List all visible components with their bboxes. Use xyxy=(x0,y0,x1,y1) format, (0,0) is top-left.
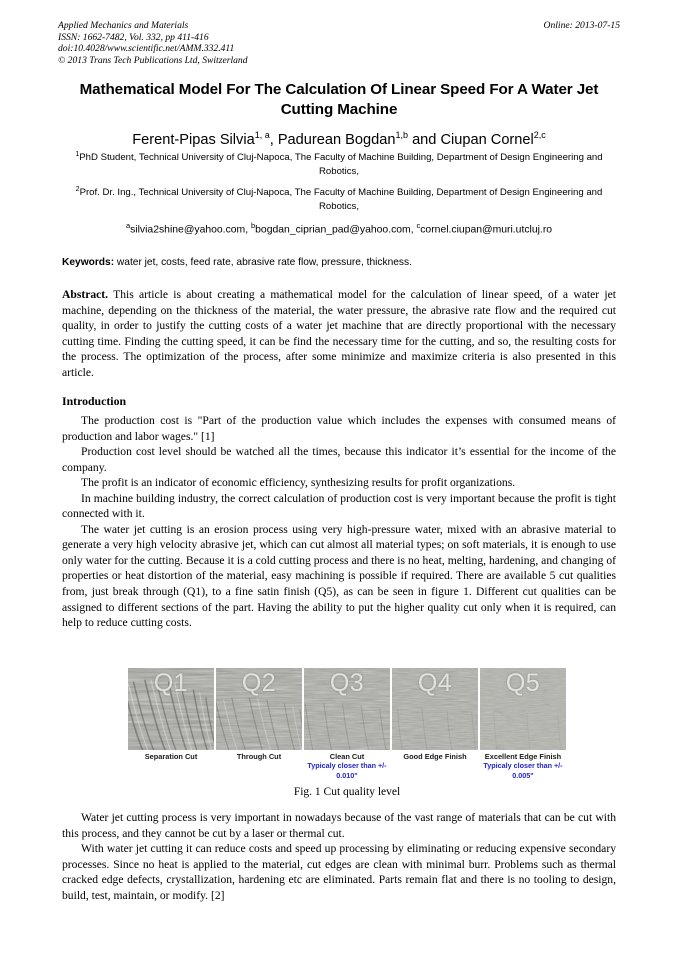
keywords-text: water jet, costs, feed rate, abrasive rate flow, pressure, thickness. xyxy=(114,257,412,268)
figure-caption: Fig. 1 Cut quality level xyxy=(293,785,401,798)
email-a-sup: a xyxy=(125,221,131,230)
affiliation-2 xyxy=(62,183,616,213)
paragraph: The water jet cutting is an erosion process using very high-pressure water, mixed with an abrasive material to generate a very high velocity abrasive jet, which can cut almost all material types; on soft materials, it is enough to use only water for the cutting. Because it is a cold cutting process and there is no heat, melting, hardening, and changing of properties or heat distortion of the material, easy machining is possible if required. There are available 5 cut qualities from, just break through (Q1), to a fine satin finish (Q5), as can be seen in figure 1. Different cut qualities can be assigned to different sections of the part. Having the ability to put the higher quality cut only when it is required, can help to reduce cutting costs. xyxy=(62,522,616,630)
email-b-sup: b xyxy=(250,221,256,230)
panel-caption-label: Excellent Edge Finish xyxy=(484,752,562,761)
panel-caption xyxy=(480,752,566,780)
affiliation-1 xyxy=(62,148,616,178)
panel-caption xyxy=(304,752,390,780)
figure-panel-captions xyxy=(128,752,566,780)
panel-caption xyxy=(216,752,302,780)
paragraph: With water jet cutting it can reduce costs and speed up processing by eliminating or reducing expensive secondary processes. Since no heat is applied to the material, cut edges are clean with minimal burr. Problems such as thermal cracked edge defects, crystallization, hardening etc are eliminated. Parts remain flat and there is no tooling to design, build, test, maintain, or modify. [2] xyxy=(62,842,616,902)
paragraph: Production cost level should be watched all the times, because this indicator it’s essential for the income of the company. xyxy=(62,445,616,474)
abstract-block xyxy=(62,287,616,381)
affiliation-2-sup: 2 xyxy=(75,186,80,193)
panel-quality-label: Q2 xyxy=(241,669,277,697)
figure-panel-strip xyxy=(128,668,566,750)
email-c[interactable]: cornel.ciupan@muri.utcluj.ro xyxy=(420,224,553,236)
panel-quality-label: Q1 xyxy=(153,669,189,697)
figure-panel xyxy=(216,668,302,750)
email-a[interactable]: silvia2shine@yahoo.com, xyxy=(130,224,251,236)
panel-caption-label: Through Cut xyxy=(236,752,282,761)
author-3: and Ciupan Cornel xyxy=(408,131,534,148)
panel-caption xyxy=(128,752,214,780)
journal-name: Applied Mechanics and Materials xyxy=(58,20,189,31)
journal-header xyxy=(58,20,620,66)
figure-panel xyxy=(392,668,478,750)
panel-caption-tolerance: Typicaly closer than +/- 0.010" xyxy=(307,761,387,780)
section-heading-introduction: Introduction xyxy=(62,394,127,408)
author-emails xyxy=(62,219,616,237)
author-list xyxy=(62,126,616,149)
paragraph: In machine building industry, the correct calculation of production cost is very important because the profit is tight connected with it. xyxy=(62,491,616,521)
author-2: , Padurean Bogdan xyxy=(269,131,396,148)
keywords-line xyxy=(62,256,616,270)
figure-panel xyxy=(480,668,566,750)
journal-doi: doi:10.4028/www.scientific.net/AMM.332.411 xyxy=(58,43,235,55)
panel-quality-label: Q5 xyxy=(505,669,541,697)
panel-caption-tolerance: Typicaly closer than +/- 0.005" xyxy=(483,761,563,780)
author-2-sup: 1,b xyxy=(395,130,409,140)
body-after-figure xyxy=(62,810,616,903)
page-title: Mathematical Model For The Calculation Of Linear Speed For A Water Jet Cutting Machine xyxy=(79,81,599,118)
author-1: Ferent-Pipas Silvia xyxy=(132,131,255,148)
journal-copyright: © 2013 Trans Tech Publications Ltd, Switzerland xyxy=(58,54,248,66)
affiliation-1-text: PhD Student, Technical University of Cluj-Napoca, The Faculty of Machine Building, Department of Design Engineering and Robotics, xyxy=(79,152,603,177)
author-3-sup: 2,c xyxy=(533,130,546,140)
body-before-figure xyxy=(62,413,616,631)
panel-caption xyxy=(392,752,478,780)
figure-1 xyxy=(128,668,566,800)
affiliation-2-text: Prof. Dr. Ing., Technical University of Cluj-Napoca, The Faculty of Machine Building, Department of Design Engineering and Robotics, xyxy=(79,187,603,212)
online-date: Online: 2013-07-15 xyxy=(543,20,620,31)
figure-panel xyxy=(304,668,390,750)
email-c-sup: c xyxy=(416,221,421,230)
panel-caption-label: Separation Cut xyxy=(144,752,198,761)
keywords-label: Keywords: xyxy=(62,257,115,268)
journal-issn: ISSN: 1662-7482, Vol. 332, pp 411-416 xyxy=(58,31,209,43)
panel-quality-label: Q4 xyxy=(417,669,453,697)
panel-caption-label: Clean Cut xyxy=(329,752,365,761)
paragraph: Water jet cutting process is very important in nowadays because of the vast range of materials that can be cut with this process, and they cannot be cut by a laser or thermal cut. xyxy=(62,811,616,840)
email-b[interactable]: bogdan_ciprian_pad@yahoo.com, xyxy=(255,224,417,236)
panel-quality-label: Q3 xyxy=(329,669,365,697)
paragraph: The production cost is "Part of the production value which includes the expenses with consumed means of production and labor wages." [1] xyxy=(62,414,616,443)
author-1-sup: 1, a xyxy=(254,130,270,140)
figure-panel xyxy=(128,668,214,750)
abstract-text: This article is about creating a mathematical model for the calculation of linear speed, of a water jet machine, depending on the thickness of the material, the water pressure, the abrasive rate flow and the required cut quality, in order to justify the cutting costs of a water jet machine that are directly proportional with the necessary cutting time. Finding the cutting speed, it can be find the necessary time for the cutting, and so, the resulting costs for the process. The optimization of the process, after some minimize and maximize criteria is also presented in this article. xyxy=(62,288,616,379)
paragraph: The profit is an indicator of economic efficiency, synthesizing results for profit organizations. xyxy=(81,476,516,490)
affiliation-1-sup: 1 xyxy=(75,151,80,158)
abstract-label: Abstract. xyxy=(62,288,109,301)
panel-caption-label: Good Edge Finish xyxy=(403,752,467,761)
